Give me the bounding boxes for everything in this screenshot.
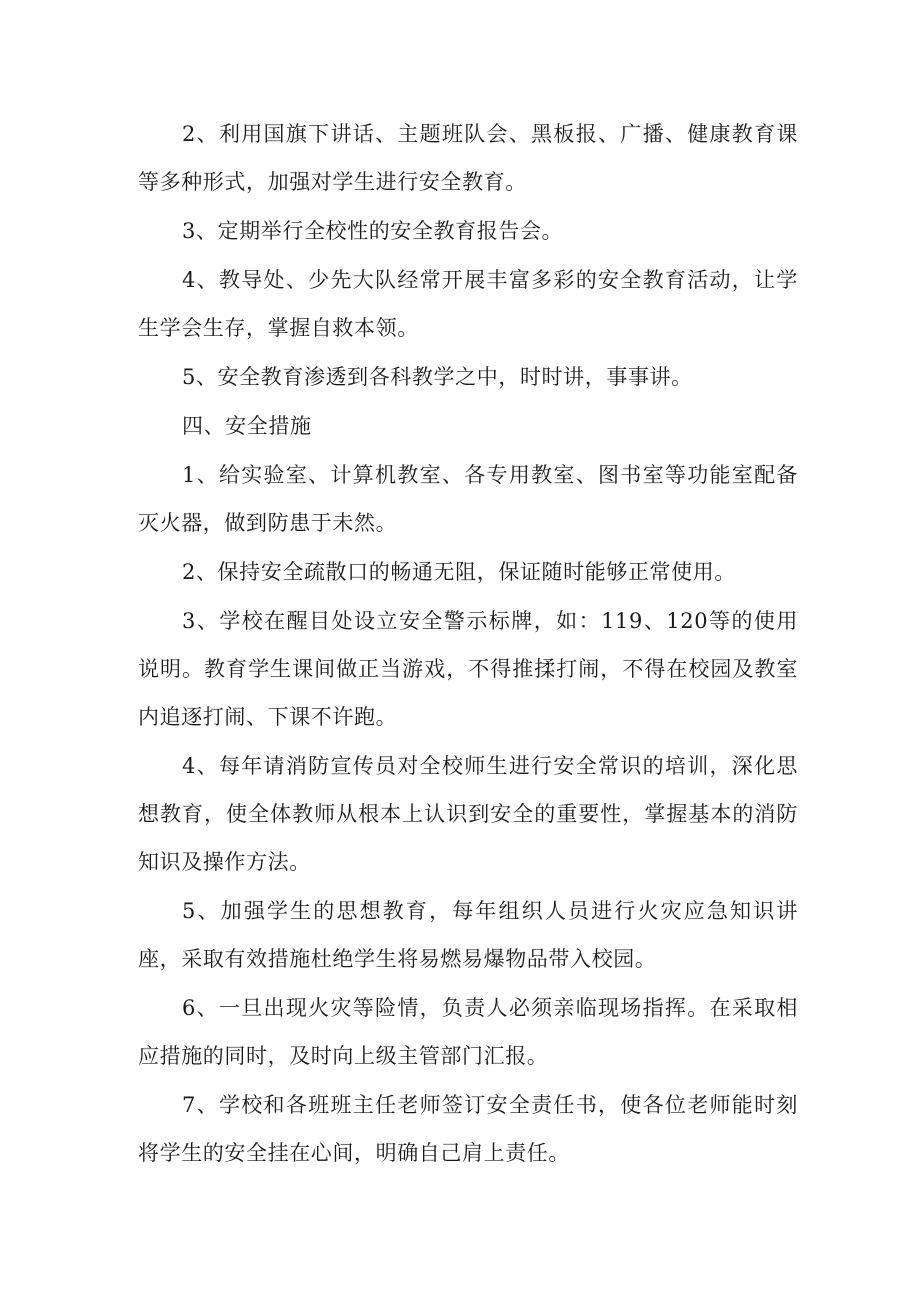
measure-item-signs: 3、学校在醒目处设立安全警示标牌，如：119、120等的使用说明。教育学生课间做正当游戏，不得推揉打闹，不得在校园及教室内追逐打闹、下课不许跑。 [138,609,798,729]
measure-item-exits: 2、保持安全疏散口的畅通无阻，保证随时能够正常使用。 [182,560,736,584]
measure-item-lectures: 5、加强学生的思想教育，每年组织人员进行火灾应急知识讲座，采取有效措施杜绝学生将易燃易爆物品带入校园。 [138,899,798,971]
measure-item-extinguishers: 1、给实验室、计算机教室、各专用教室、图书室等功能室配备灭火器，做到防患于未然。 [138,463,798,535]
paragraph-publicity-forms: 2、利用国旗下讲话、主题班队会、黑板报、广播、健康教育课等多种形式，加强对学生进行安全教育。 [138,122,798,194]
measure-item-responsibility: 7、学校和各班班主任老师签订安全责任书，使各位老师能时刻将学生的安全挂在心间，明确自己肩上责任。 [138,1093,798,1165]
measure-item-training: 4、每年请消防宣传员对全校师生进行安全常识的培训，深化思想教育，使全体教师从根本上认识到安全的重要性，掌握基本的消防知识及操作方法。 [138,754,798,874]
paragraph-teaching: 5、安全教育渗透到各科教学之中，时时讲，事事讲。 [182,365,693,389]
document-body [138,110,798,1178]
paragraph-activities: 4、教导处、少先大队经常开展丰富多彩的安全教育活动，让学生学会生存，掌握自救本领。 [138,268,798,340]
paragraph-report-meeting: 3、定期举行全校性的安全教育报告会。 [182,219,564,243]
measure-item-emergency: 6、一旦出现火灾等险情，负责人必须亲临现场指挥。在采取相应措施的同时，及时向上级主管部门汇报。 [138,996,798,1068]
section-heading: 四、安全措施 [182,414,312,438]
